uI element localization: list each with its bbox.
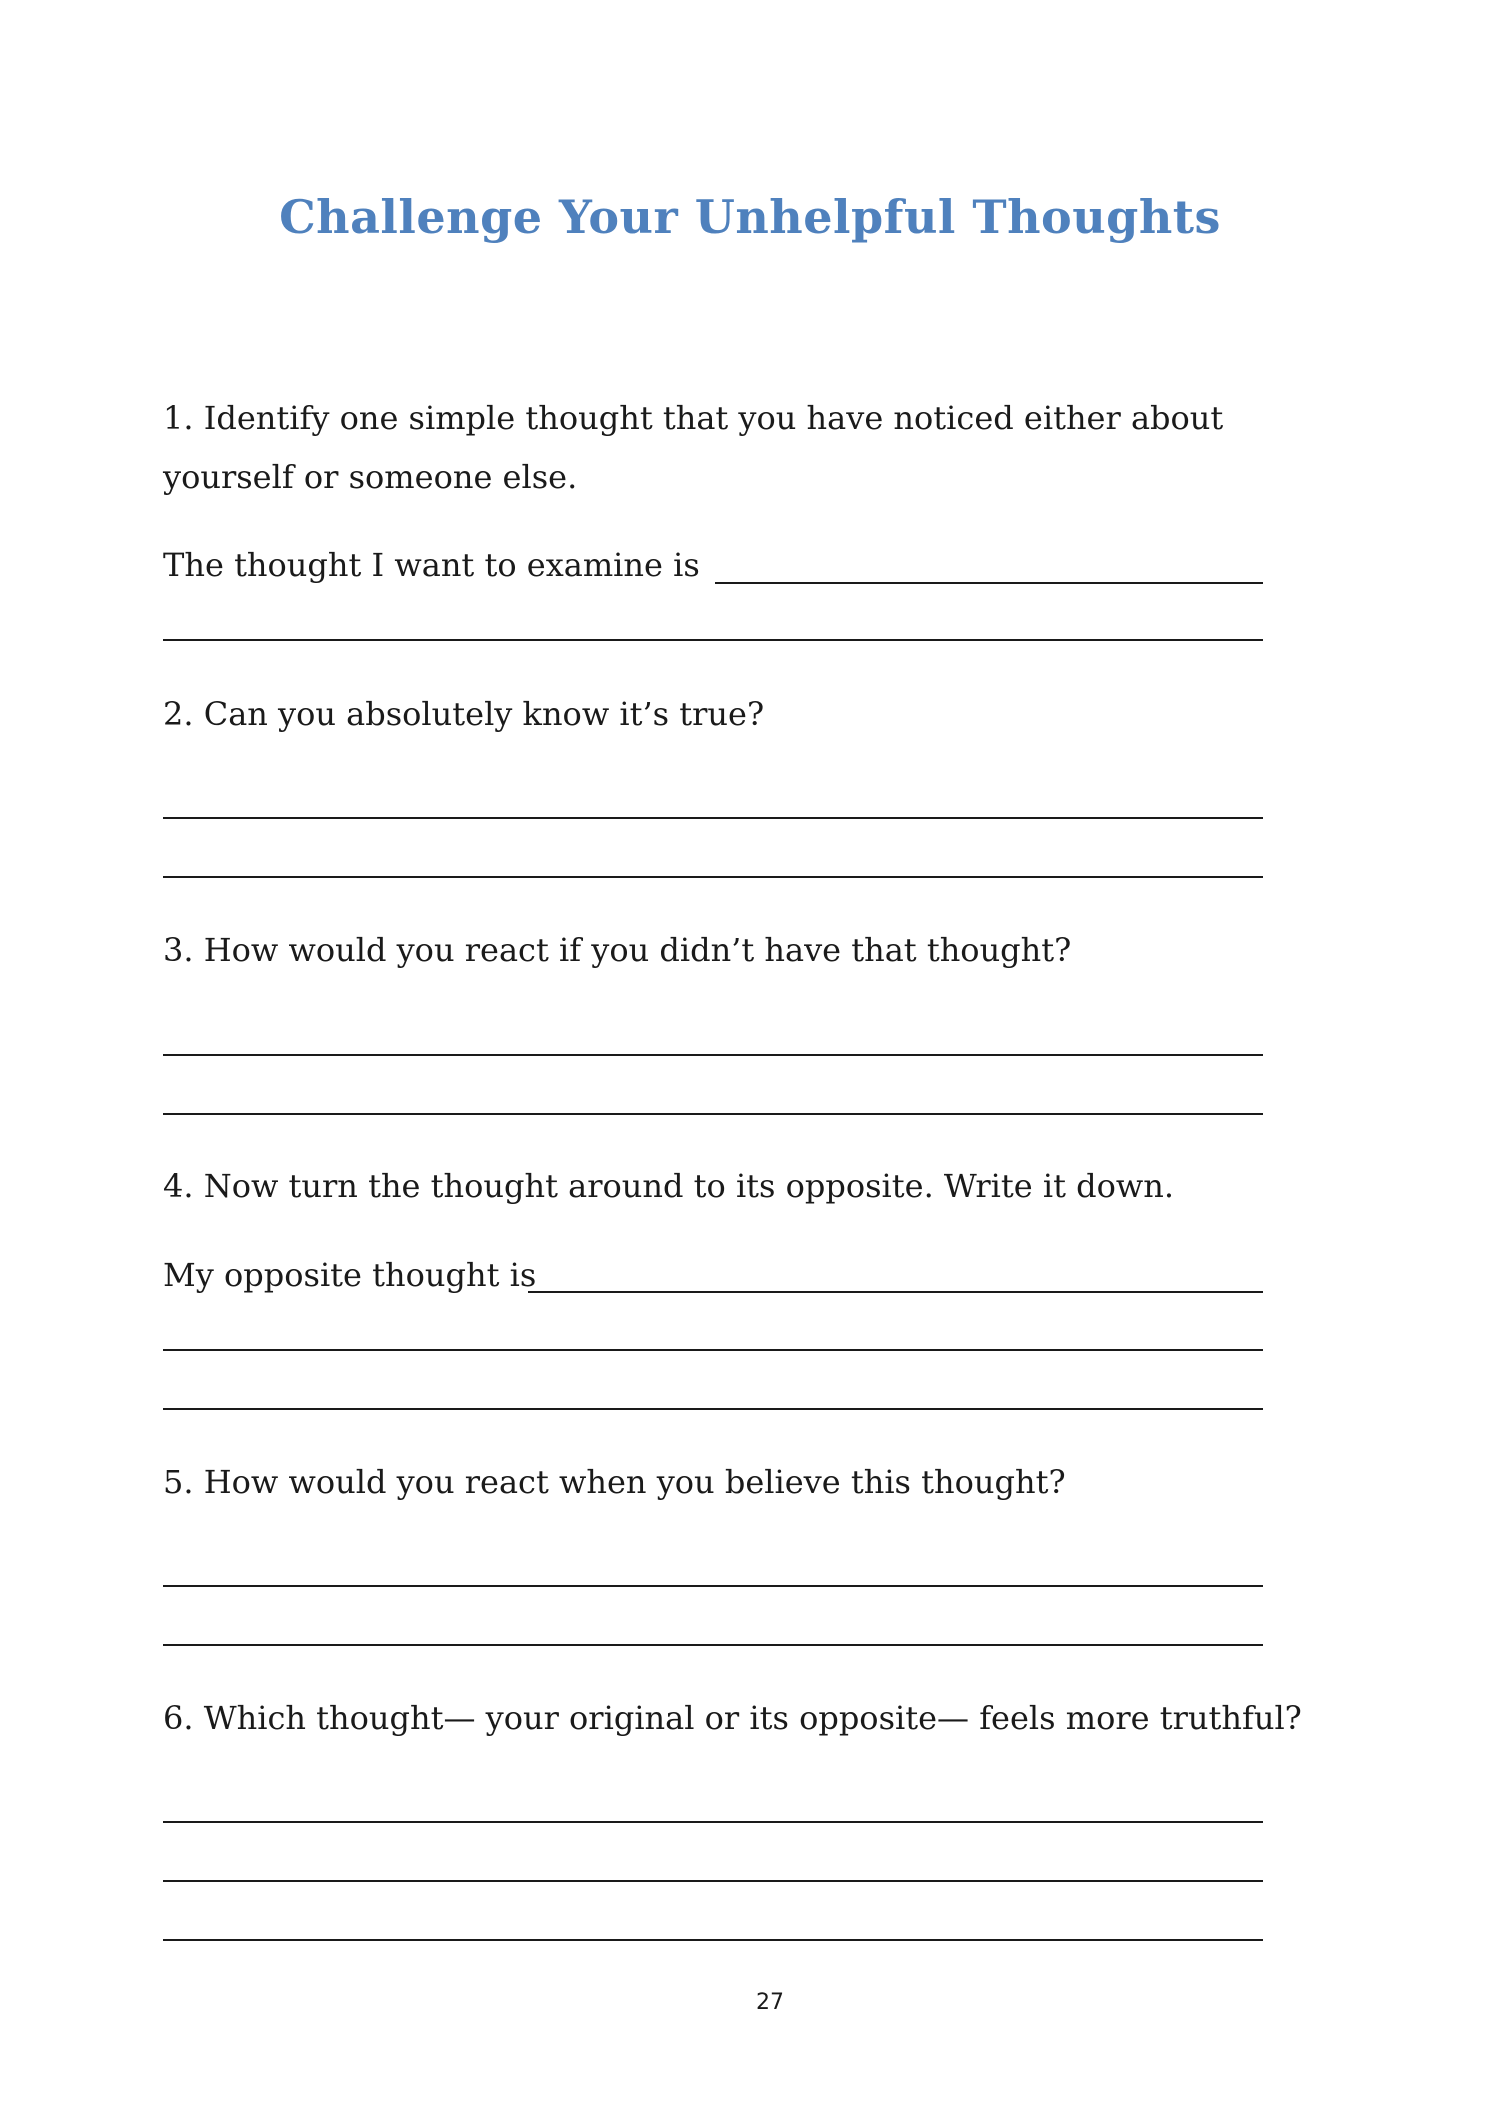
question-3-answer-line[interactable] <box>163 1113 1263 1115</box>
question-4-answer-line[interactable] <box>163 1349 1263 1351</box>
page-title: Challenge Your Unhelpful Thoughts <box>279 190 1221 244</box>
question-3-text: 3. How would you react if you didn’t have that thought? <box>163 931 1072 969</box>
question-1-prompt: The thought I want to examine is <box>163 546 700 584</box>
question-1-text: 1. Identify one simple thought that you have noticed either about yourself or someone else. <box>163 399 1224 496</box>
question-2-answer-line[interactable] <box>163 817 1263 819</box>
question-5-answer-line[interactable] <box>163 1585 1263 1587</box>
question-6-answer-line[interactable] <box>163 1821 1263 1823</box>
question-5-answer-line[interactable] <box>163 1644 1263 1646</box>
question-6-answer-line[interactable] <box>163 1939 1263 1941</box>
question-6-text: 6. Which thought— your original or its opposite— feels more truthful? <box>163 1699 1302 1737</box>
question-4-answer-line[interactable] <box>163 1408 1263 1410</box>
question-3-answer-line[interactable] <box>163 1054 1263 1056</box>
question-2-answer-line[interactable] <box>163 876 1263 878</box>
question-5-text: 5. How would you react when you believe this thought? <box>163 1463 1066 1501</box>
page-number: 27 <box>756 1990 784 2015</box>
question-1-answer-line[interactable] <box>163 639 1263 641</box>
question-1-answer-line-inline[interactable] <box>715 582 1263 584</box>
question-4-answer-line-inline[interactable] <box>528 1291 1263 1293</box>
question-2-text: 2. Can you absolutely know it’s true? <box>163 695 765 733</box>
question-4-text: 4. Now turn the thought around to its opposite. Write it down. <box>163 1167 1175 1205</box>
question-6-answer-line[interactable] <box>163 1880 1263 1882</box>
question-4-prompt: My opposite thought is <box>163 1256 537 1294</box>
